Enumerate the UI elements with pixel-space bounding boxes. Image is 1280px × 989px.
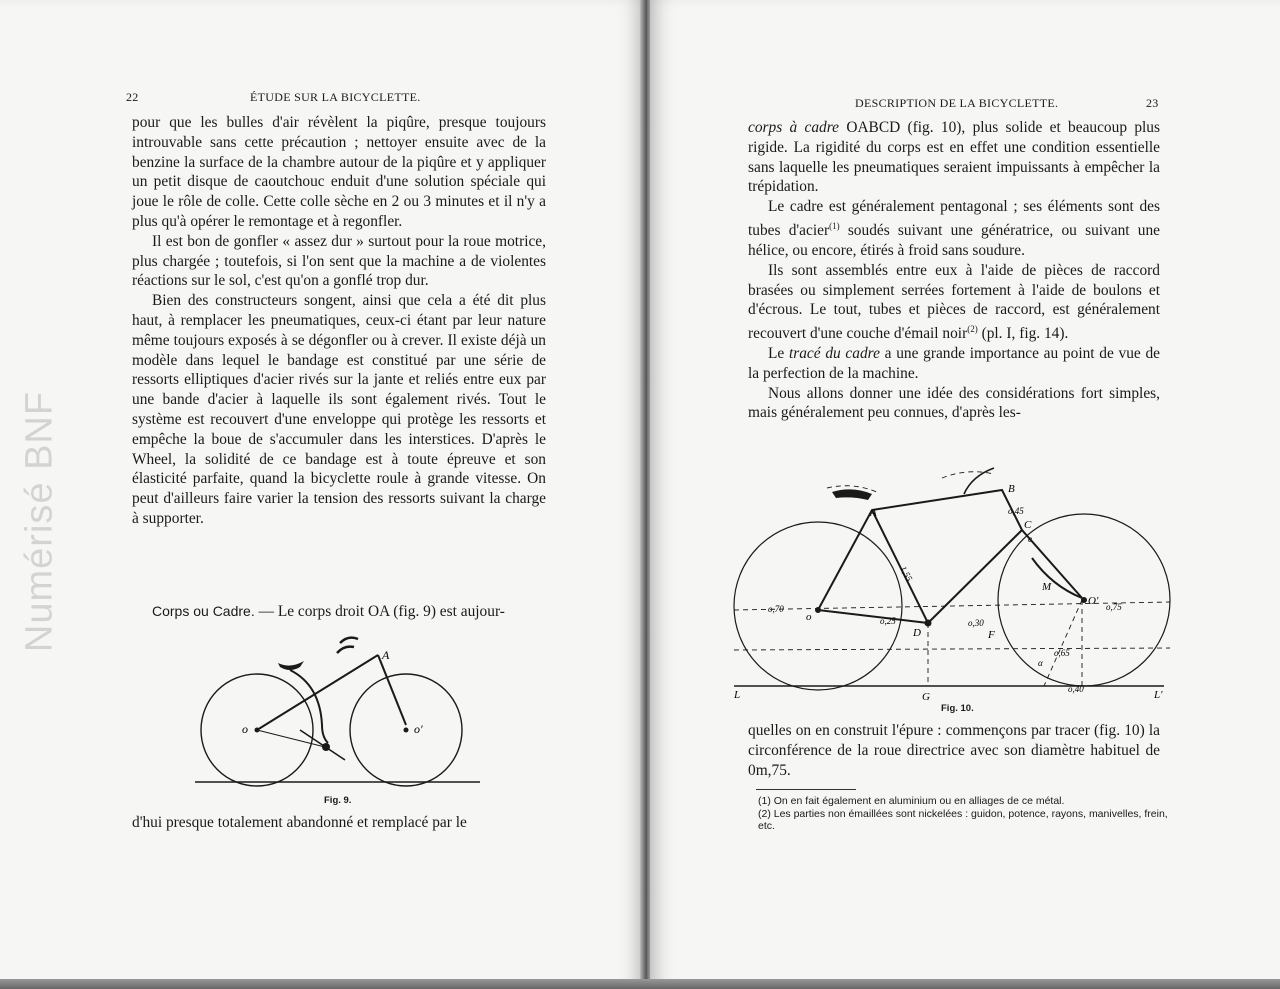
continuation-paragraph: quelles on en construit l'épure : commençons par tracer (fig. 10) la circonférence de la roue directrice avec son diamètre habituel de 0m,75. [748,722,1160,779]
paragraph [748,118,1160,197]
paragraph-text: soudés suivant une génératrice, ou suivant une hélice, ou encore, étirés à froid sans soudure. [748,222,1160,259]
footnote: (1) On en fait également en aluminium ou en alliages de ce métal. [758,795,1065,807]
continuation-line: d'hui presque totalement abandonné et remplacé par le [132,814,467,831]
page-number-right: 23 [1146,96,1159,110]
figure-10 [732,458,1172,703]
rear-hub-o [815,607,821,613]
paragraph-text: Le cadre est généralement pentagonal ; ses éléments sont des tubes d'acier [748,198,1160,240]
dim-040: o,40 [1068,684,1084,694]
label-o-prime: o' [414,722,423,736]
paragraph: pour que les bulles d'air révèlent la piqûre, presque toujours introuvable sans cette précaution ; nettoyer ensuite avec de la benzine la surface de la chambre autour de la piqûre et y appliquer un petit disque de caoutchouc enduit d'une solution spéciale qui joue le rôle de colle. Cette colle sèche en 2 ou 3 minutes et il n'y a plus qu'à opérer le remontage et à regonfler. [132,114,546,230]
italic-term: corps à cadre [748,119,839,136]
label-alpha: α [1038,658,1043,668]
dim-065: o,65 [1054,648,1070,658]
handlebar [340,638,358,643]
paragraph: Nous allons donner une idée des considérations fort simples, mais généralement peu connues, d'après les- [748,384,1160,422]
footnote-rule [756,789,856,790]
label-O-prime: O' [1088,595,1099,607]
hub-line [734,602,1170,610]
book-bottom-edge [0,979,1280,989]
dim-030: o,30 [968,618,984,628]
bottom-bracket [322,743,330,751]
right-page [650,0,1280,989]
rear-wheel [734,522,902,690]
paragraph-text: Le [768,345,785,363]
label-e: e [1028,534,1032,544]
label-B: B [1008,483,1015,495]
front-hub [404,728,409,733]
bottom-bracket-D [925,620,932,627]
paragraph [748,197,1160,261]
dim-155: 1,55 [898,564,915,583]
paragraph-text: OABCD (fig. 10), plus solide et beaucoup plus rigide. La rigidité du corps est en effet une condition essentielle sans laquelle les pneumatiques seraient impuissants à empêcher la trépidation. [748,119,1160,196]
watermark-text: Numérisé BNF [18,390,61,653]
label-F: F [988,629,995,641]
label-o: o [242,722,248,736]
dim-070: o,70 [768,604,784,614]
left-continuation [132,813,550,833]
running-head-left: ÉTUDE SUR LA BICYCLETTE. [250,90,421,104]
footnote-ref: (1) [829,220,840,231]
footnotes [758,795,1170,833]
right-body-text [748,118,1160,423]
right-continuation [748,721,1160,780]
label-L: L [734,689,741,701]
steering-axis [1044,600,1082,686]
label-C: C [1024,519,1032,531]
label-o: o [806,611,812,623]
fork-curve [1032,558,1082,598]
chain-stay [257,730,325,747]
saddle [832,489,872,500]
figure-9-caption: Fig. 9. [324,795,352,806]
rear-hub [255,728,260,733]
dim-075: o,75 [1106,602,1122,612]
paragraph: Bien des constructeurs songent, ainsi que cela a été dit plus haut, à remplacer les pneumatiques, ceux-ci étant par leur nature même toujours exposés à se dégonfler ou à crever. Il existe déjà un modèle dans lequel le bandage est constitué par une série de ressorts elliptiques d'acier rivés sur la jante et reliés entre eux par une bande d'acier à laquelle ils sont également rivés. Tout le système est recouvert d'une enveloppe qui protège les ressorts et empêche la boue de s'accumuler dans les interstices. D'après le Wheel, la solidité de ce bandage est à toute épreuve et son élasticité parfaite, quand la bicyclette roule à grande vitesse. On peut d'ailleurs faire varier la tension des ressorts suivant la charge à supporter. [132,292,546,527]
bnf-watermark [8,370,68,653]
page-number-left: 22 [126,90,139,104]
paragraph [748,344,1160,384]
saddle [278,661,304,670]
dim-045: o,45 [1008,506,1024,516]
left-body-text [132,113,546,529]
label-D: D [913,627,921,639]
dim-025: o,25 [880,616,896,626]
paragraph-text: a une grande importance au point de vue de la perfection de la machine. [748,345,1161,382]
section-heading: Corps ou Cadre. [152,603,255,619]
handlebar [337,647,354,653]
label-A: A [382,648,390,662]
label-M: M [1042,581,1052,593]
fork [378,655,406,725]
down-tube [928,530,1022,623]
figure-10-caption: Fig. 10. [941,703,974,714]
front-hub-O-prime [1081,597,1087,603]
paragraph [748,261,1160,344]
paragraph: Il est bon de gonfler « assez dur » surtout pour la roue motrice, plus chargée ; toutefois, si l'on sent que la machine a de violentes réactions sur le sol, c'est qu'on a gonflé trop dur. [132,232,546,290]
italic-term: tracé du cadre [788,345,880,363]
straight-frame-OA [257,655,378,730]
footnote: (2) Les parties non émaillées sont nickelées : guidon, potence, rayons, manivelles, frein, etc. [758,807,1168,832]
construction-line [734,648,1170,650]
label-A: A [870,507,877,519]
paragraph-text: (pl. I, fig. 14). [981,325,1069,343]
section-line [132,602,546,622]
section-text: — Le corps droit OA (fig. 9) est aujour- [258,603,505,620]
label-L-prime: L' [1154,689,1163,701]
handlebar-outline [942,472,994,478]
figure-9 [190,625,490,795]
label-G: G [922,691,930,703]
paragraph-text: Ils sont assemblés entre eux à l'aide de pièces de raccord brasées ou simplement serrées fortement à l'aide de boulons et d'écrous. Le tout, tubes et pièces de raccord, est généralement recouvert d'une couche d'émail noir [748,261,1160,343]
frame-rear-triangle [818,510,928,623]
running-head-right: DESCRIPTION DE LA BICYCLETTE. [855,96,1059,110]
footnote-ref: (2) [967,324,978,335]
